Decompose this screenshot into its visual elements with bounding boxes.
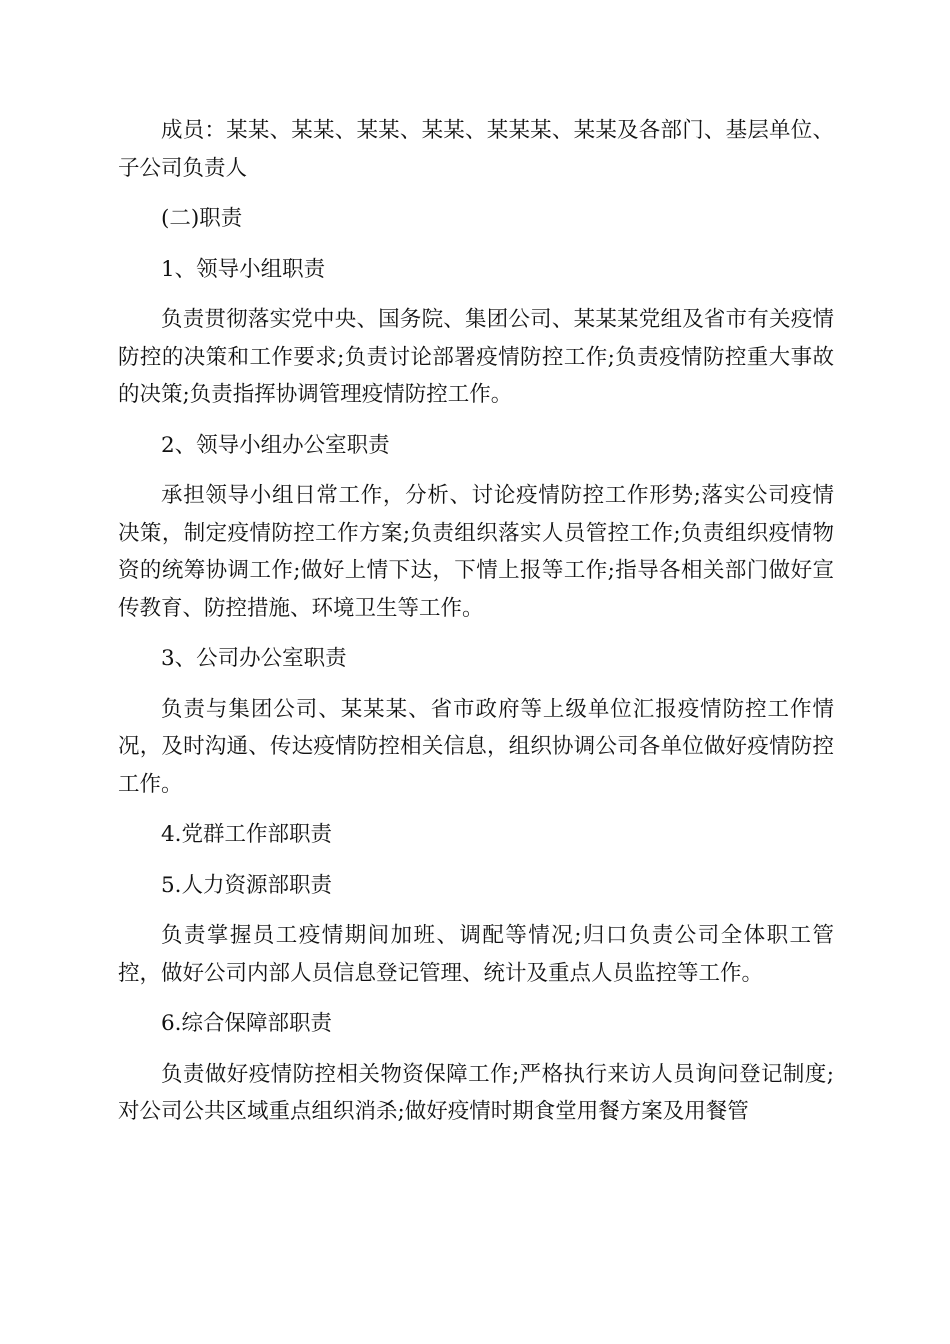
subheading-hr-dept: 5.人力资源部职责 xyxy=(161,872,333,898)
paragraph-company-office-duties: 负责与集团公司、某某某、省市政府等上级单位汇报疫情防控工作情况，及时沟通、传达疫情防控相关信息，组织协调公司各单位做好疫情防控工作。 xyxy=(118,696,834,797)
paragraph-hr-duties: 负责掌握员工疫情期间加班、调配等情况;归口负责公司全体职工管控，做好公司内部人员信息登记管理、统计及重点人员监控等工作。 xyxy=(118,923,834,986)
section-heading-duties: (二)职责 xyxy=(161,206,243,231)
subheading-support-dept: 6.综合保障部职责 xyxy=(161,1011,333,1036)
document-body xyxy=(118,112,834,1131)
members-paragraph: 成员：某某、某某、某某、某某、某某某、某某及各部门、基层单位、子公司负责人 xyxy=(118,118,834,181)
paragraph-support-duties: 负责做好疫情防控相关物资保障工作;严格执行来访人员询问登记制度;对公司公共区域重点组织消杀;做好疫情时期食堂用餐方案及用餐管 xyxy=(118,1061,834,1124)
paragraph-leading-group-duties: 负责贯彻落实党中央、国务院、集团公司、某某某党组及省市有关疫情防控的决策和工作要求;负责讨论部署疫情防控工作;负责疫情防控重大事故的决策;负责指挥协调管理疫情防控工作。 xyxy=(118,307,834,407)
subheading-company-office: 3、公司办公室职责 xyxy=(161,646,347,671)
subheading-leading-group: 1、领导小组职责 xyxy=(161,256,326,282)
subheading-party-work-dept: 4.党群工作部职责 xyxy=(161,822,333,847)
subheading-group-office: 2、领导小组办公室职责 xyxy=(161,432,390,458)
paragraph-group-office-duties: 承担领导小组日常工作，分析、讨论疫情防控工作形势;落实公司疫情决策，制定疫情防控工作方案;负责组织落实人员管控工作;负责组织疫情物资的统筹协调工作;做好上情下达，下情上报等工作;指导各相关部门做好宣传教育、防控措施、环境卫生等工作。 xyxy=(118,483,834,621)
